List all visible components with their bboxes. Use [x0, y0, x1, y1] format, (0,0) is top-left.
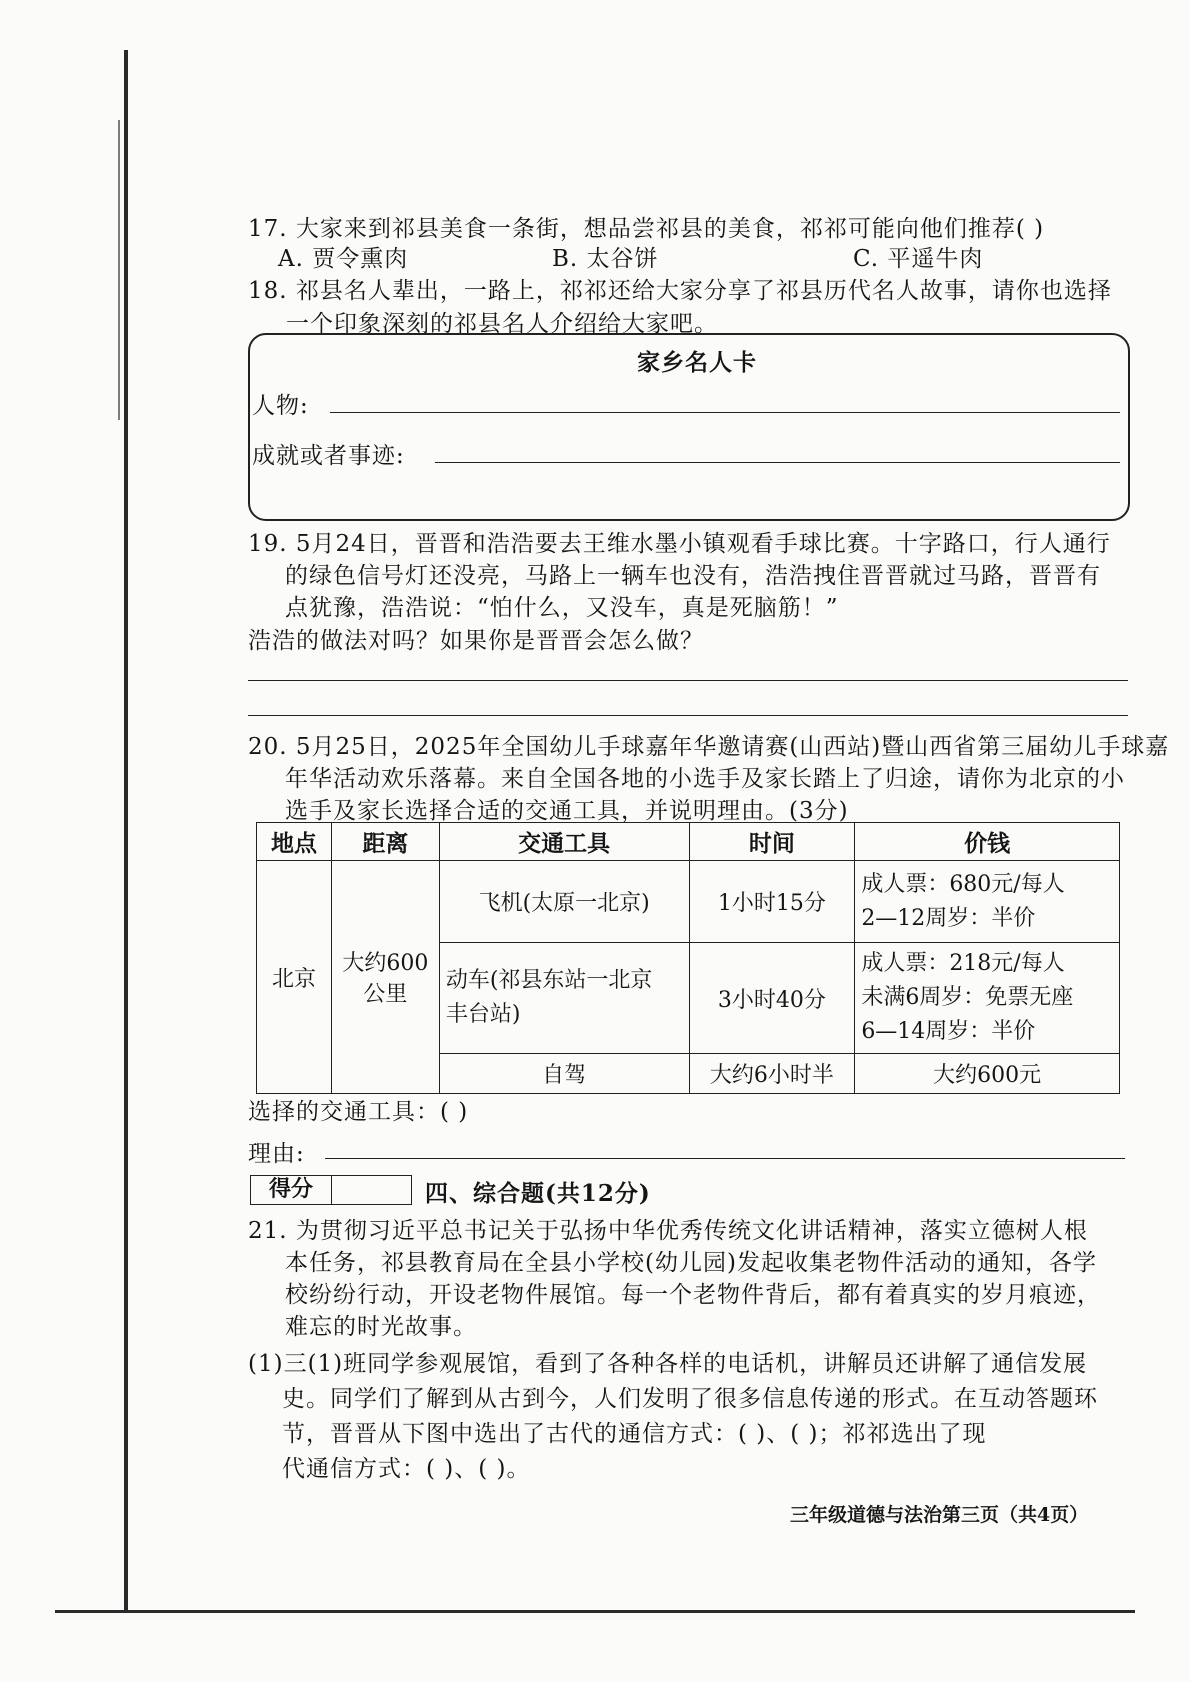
q21-sub1-line1: (1)三(1)班同学参观展馆，看到了各种各样的电话机，讲解员还讲解了通信发展 — [248, 1351, 1088, 1377]
q20-stem-line1: 20. 5月25日，2025年全国幼儿手球嘉年华邀请赛(山西站)暨山西省第三届幼儿手球嘉 — [248, 734, 1170, 760]
header-distance: 距离 — [331, 823, 439, 861]
person-label: 人物: — [252, 393, 309, 419]
table-header-row — [257, 823, 1120, 861]
q20-stem-line2: 年华活动欢乐落幕。来自全国各地的小选手及家长踏上了归途，请你为北京的小 — [285, 766, 1125, 792]
reason-answer-line[interactable] — [325, 1158, 1125, 1159]
q19-question: 浩浩的做法对吗？如果你是晋晋会怎么做？ — [248, 628, 704, 654]
q21-stem-line1: 21. 为贯彻习近平总书记关于弘扬中华优秀传统文化讲话精神，落实立德树人根 — [248, 1218, 1088, 1244]
scan-bottom-fold — [55, 1610, 1135, 1613]
q21-stem-line3: 校纷纷行动，开设老物件展馆。每一个老物件背后，都有着真实的岁月痕迹， — [285, 1282, 1101, 1308]
cell-time-plane: 1小时15分 — [689, 861, 855, 943]
scan-binding-edge-2 — [118, 120, 120, 420]
q21-stem-line2: 本任务，祁县教育局在全县小学校(幼儿园)发起收集老物件活动的通知，各学 — [285, 1250, 1097, 1276]
cell-distance — [331, 861, 439, 1094]
q21-stem-line4: 难忘的时光故事。 — [285, 1314, 477, 1340]
q21-sub1-line2: 史。同学们了解到从古到今，人们发明了很多信息传递的形式。在互动答题环 — [282, 1386, 1098, 1412]
q18-stem-line1: 18. 祁县名人辈出，一路上，祁祁还给大家分享了祁县历代名人故事，请你也选择 — [248, 278, 1112, 304]
cell-tool-plane: 飞机(太原一北京) — [439, 861, 689, 943]
q21-sub1-line4: 代通信方式：( )、( )。 — [282, 1456, 531, 1482]
cell-tool-car: 自驾 — [439, 1054, 689, 1094]
page-footer: 三年级道德与法治第三页（共4页） — [790, 1504, 1089, 1526]
q19-answer-line-1[interactable] — [248, 680, 1128, 681]
person-answer-line[interactable] — [330, 412, 1120, 413]
reason-label: 理由: — [248, 1141, 305, 1167]
q17-option-c: C. 平遥牛肉 — [853, 246, 984, 272]
header-transport: 交通工具 — [439, 823, 689, 861]
q18-stem-line2: 一个印象深刻的祁县名人介绍给大家吧。 — [286, 311, 718, 337]
score-box — [250, 1175, 412, 1205]
header-price: 价钱 — [855, 823, 1120, 861]
section4-title: 四、综合题(共12分) — [425, 1180, 651, 1207]
score-label: 得分 — [251, 1176, 332, 1204]
tool-train-line2: 丰台站) — [445, 1002, 521, 1027]
q17-option-a: A. 贾令熏肉 — [278, 246, 409, 272]
scan-binding-edge — [124, 50, 128, 1610]
table-row — [257, 861, 1120, 943]
header-place: 地点 — [257, 823, 332, 861]
price-line: 成人票：680元/每人 — [861, 871, 1065, 897]
q19-answer-line-2[interactable] — [248, 715, 1128, 716]
header-time: 时间 — [689, 823, 855, 861]
deeds-label: 成就或者事迹: — [252, 443, 405, 469]
distance-line2: 公里 — [363, 982, 408, 1007]
q21-sub1-line3: 节，晋晋从下图中选出了古代的通信方式：( )、( )；祁祁选出了现 — [282, 1421, 987, 1447]
q17-option-b: B. 太谷饼 — [552, 246, 659, 272]
cell-price-train — [855, 943, 1120, 1054]
q19-stem-line3: 点犹豫，浩浩说：“怕什么，又没车，真是死脑筋！” — [285, 595, 839, 621]
cell-price-car: 大约600元 — [855, 1054, 1120, 1094]
price-line: 未满6周岁：免票无座 — [861, 985, 1074, 1010]
cell-time-train: 3小时40分 — [689, 943, 855, 1054]
cell-price-plane — [855, 861, 1120, 943]
choice-label: 选择的交通工具：( ) — [248, 1099, 469, 1125]
price-line: 2—12周岁：半价 — [861, 905, 1036, 931]
price-line: 6—14周岁：半价 — [861, 1019, 1036, 1044]
q20-stem-line3: 选手及家长选择合适的交通工具，并说明理由。(3分) — [285, 798, 849, 824]
q17-stem: 17. 大家来到祁县美食一条街，想品尝祁县的美食，祁祁可能向他们推荐( ) — [248, 216, 1045, 242]
cell-place: 北京 — [257, 861, 332, 1094]
q19-stem-line1: 19. 5月24日，晋晋和浩浩要去王维水墨小镇观看手球比赛。十字路口，行人通行 — [248, 531, 1111, 557]
score-blank[interactable] — [332, 1176, 411, 1204]
deeds-answer-line[interactable] — [435, 462, 1120, 463]
distance-line1: 大约600 — [342, 951, 429, 976]
transport-table — [256, 822, 1120, 1094]
cell-time-car: 大约6小时半 — [689, 1054, 855, 1094]
card-title: 家乡名人卡 — [637, 349, 757, 376]
tool-train-line1: 动车(祁县东站一北京 — [445, 968, 653, 993]
price-line: 成人票：218元/每人 — [861, 951, 1065, 976]
q19-stem-line2: 的绿色信号灯还没亮，马路上一辆车也没有，浩浩拽住晋晋就过马路，晋晋有 — [285, 563, 1101, 589]
cell-tool-train — [439, 943, 689, 1054]
